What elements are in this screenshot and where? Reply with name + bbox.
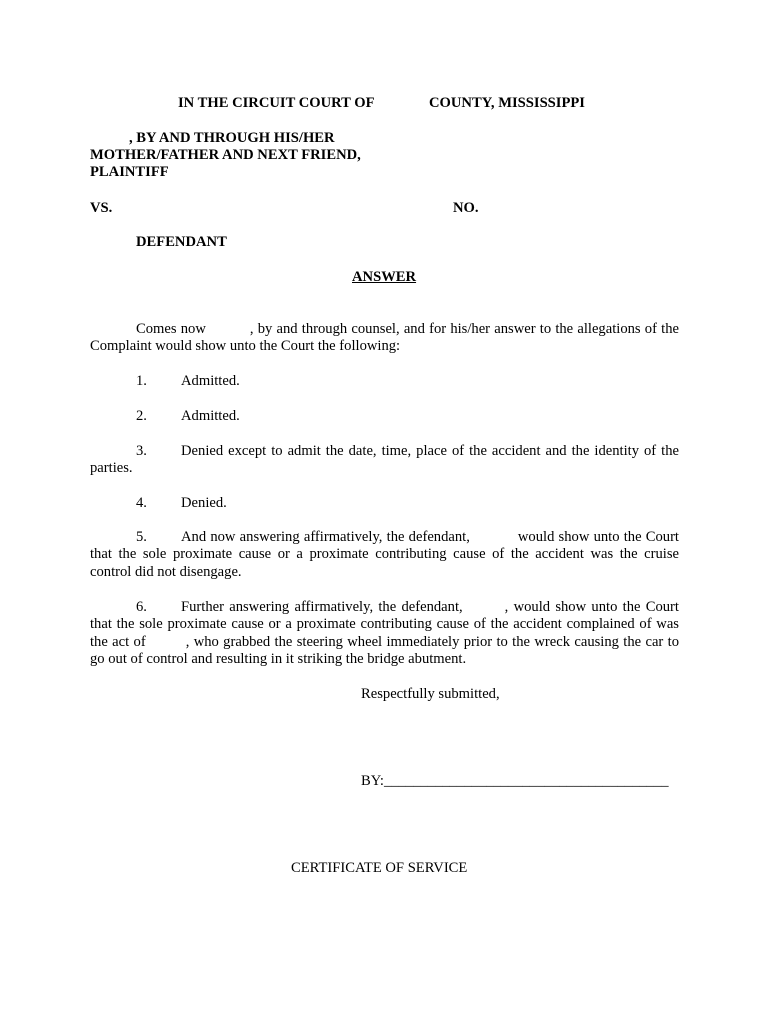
response-text-before: Further answering affirmatively, the defendant, [181, 599, 463, 615]
plaintiff-line-1: , BY AND THROUGH HIS/HER [129, 130, 335, 146]
response-text: Denied. [181, 495, 227, 511]
case-number-label: NO. [453, 200, 479, 216]
signature-line: BY:_______________________________________ [361, 773, 669, 789]
response-text: Admitted. [181, 408, 240, 424]
closing-text: Respectfully submitted, [361, 686, 500, 702]
response-text-before: And now answering affirmatively, the defendant, [181, 529, 470, 545]
response-item-5 [90, 529, 679, 581]
response-number: 4. [136, 495, 147, 511]
response-text-after: , who grabbed the steering wheel immediately prior to the wreck causing the car to go out of control and resulting in it striking the bridge abutment. [90, 633, 679, 668]
response-item-6 [90, 599, 679, 669]
response-number: 2. [136, 408, 147, 424]
response-item-1 [90, 373, 679, 390]
intro-paragraph [90, 321, 679, 356]
certificate-heading: CERTIFICATE OF SERVICE [291, 860, 468, 876]
versus-label: VS. [90, 200, 113, 216]
response-text-middle: , would show unto the Court that the sole proximate cause or a proximate contributing cause of the accident complained of was the act of [90, 599, 679, 650]
response-item-4 [90, 495, 679, 512]
defendant-label: DEFENDANT [136, 234, 227, 250]
response-text-after: would show unto the Court that the sole proximate cause or a proximate contributing cause of the accident was the cruise control did not disengage. [90, 529, 679, 580]
plaintiff-line-2: MOTHER/FATHER AND NEXT FRIEND, [90, 147, 361, 163]
response-number: 1. [136, 373, 147, 389]
response-item-3 [90, 443, 679, 478]
response-text: Denied except to admit the date, time, place of the accident and the identity of the parties. [90, 443, 679, 477]
intro-text-after: , by and through counsel, and for his/her answer to the allegations of the Complaint would show unto the Court the following: [90, 321, 679, 355]
response-text: Admitted. [181, 373, 240, 389]
court-heading-left: IN THE CIRCUIT COURT OF [178, 95, 375, 111]
plaintiff-label: PLAINTIFF [90, 164, 169, 180]
court-heading-right: COUNTY, MISSISSIPPI [429, 95, 585, 111]
response-number: 6. [136, 599, 147, 615]
document-title: ANSWER [352, 269, 417, 285]
response-item-2 [90, 408, 679, 425]
response-number: 3. [136, 443, 147, 459]
response-number: 5. [136, 529, 147, 545]
intro-text-before: Comes now [136, 321, 206, 337]
